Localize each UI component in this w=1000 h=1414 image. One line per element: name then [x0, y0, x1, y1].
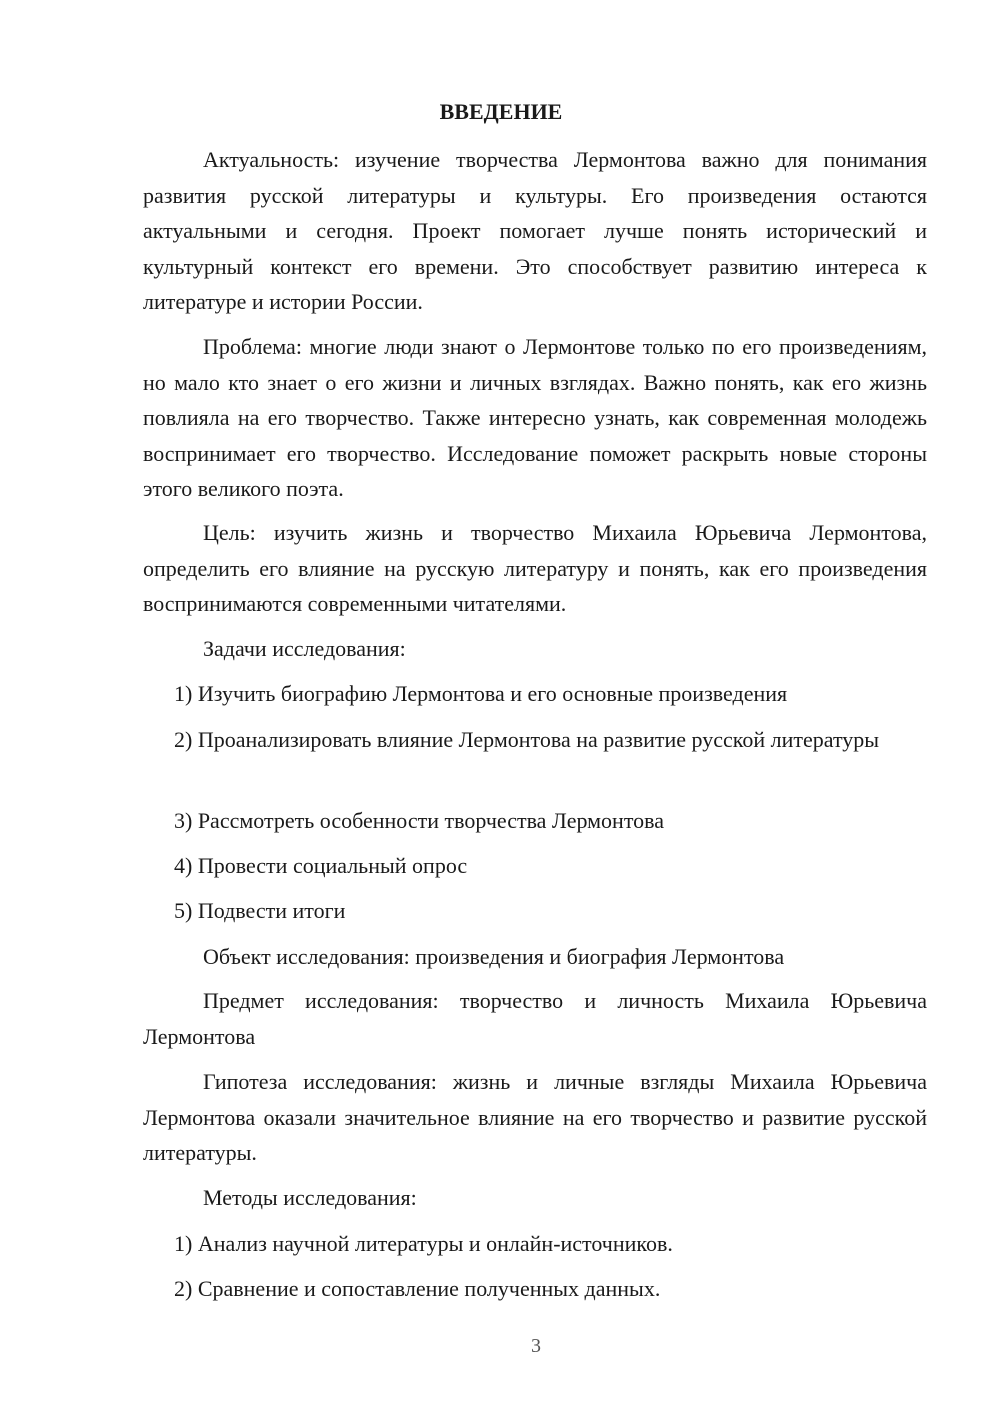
task-item: 5) Подвести итоги	[174, 898, 346, 923]
task-item: 4) Провести социальный опрос	[174, 853, 468, 878]
methods-heading: Методы исследования:	[203, 1185, 417, 1210]
paragraph-relevance: Актуальность: изучение творчества Лермонтова важно для понимания развития русской литературы и культуры. Его произведения остаются актуальными и сегодня. Проект помогает лучше понять исторический и культурный контекст его времени. Это способствует развитию интереса к литературе и истории России.	[143, 147, 927, 314]
paragraph-hypothesis: Гипотеза исследования: жизнь и личные взгляды Михаила Юрьевича Лермонтова оказали значительное влияние на его творчество и развитие русской литературы.	[143, 1069, 927, 1165]
paragraph-subject: Предмет исследования: творчество и личность Михаила Юрьевича Лермонтова	[143, 988, 927, 1049]
section-title	[72, 97, 1000, 127]
tasks-heading: Задачи исследования:	[203, 636, 406, 661]
method-item: 1) Анализ научной литературы и онлайн-источников.	[174, 1231, 673, 1256]
section-title-text: ВВЕДЕНИЕ	[439, 99, 563, 124]
method-item: 2) Сравнение и сопоставление полученных данных.	[174, 1276, 661, 1301]
paragraph-object: Объект исследования: произведения и биография Лермонтова	[203, 944, 785, 969]
paragraph-goal: Цель: изучить жизнь и творчество Михаила Юрьевича Лермонтова, определить его влияние на русскую литературу и понять, как его произведения воспринимаются современными читателями.	[143, 520, 927, 616]
page-number: 3	[531, 1335, 541, 1357]
paragraph-problem: Проблема: многие люди знают о Лермонтове только по его произведениям, но мало кто знает о его жизни и личных взглядах. Важно понять, как его жизнь повлияла на его творчество. Также интересно узнать, как современная молодежь воспринимает его творчество. Исследование поможет раскрыть новые стороны этого великого поэта.	[143, 334, 927, 501]
task-item: 1) Изучить биографию Лермонтова и его основные произведения	[174, 681, 788, 706]
task-item: 2) Проанализировать влияние Лермонтова на развитие русской литературы	[174, 727, 880, 752]
task-item: 3) Рассмотреть особенности творчества Лермонтова	[174, 808, 665, 833]
